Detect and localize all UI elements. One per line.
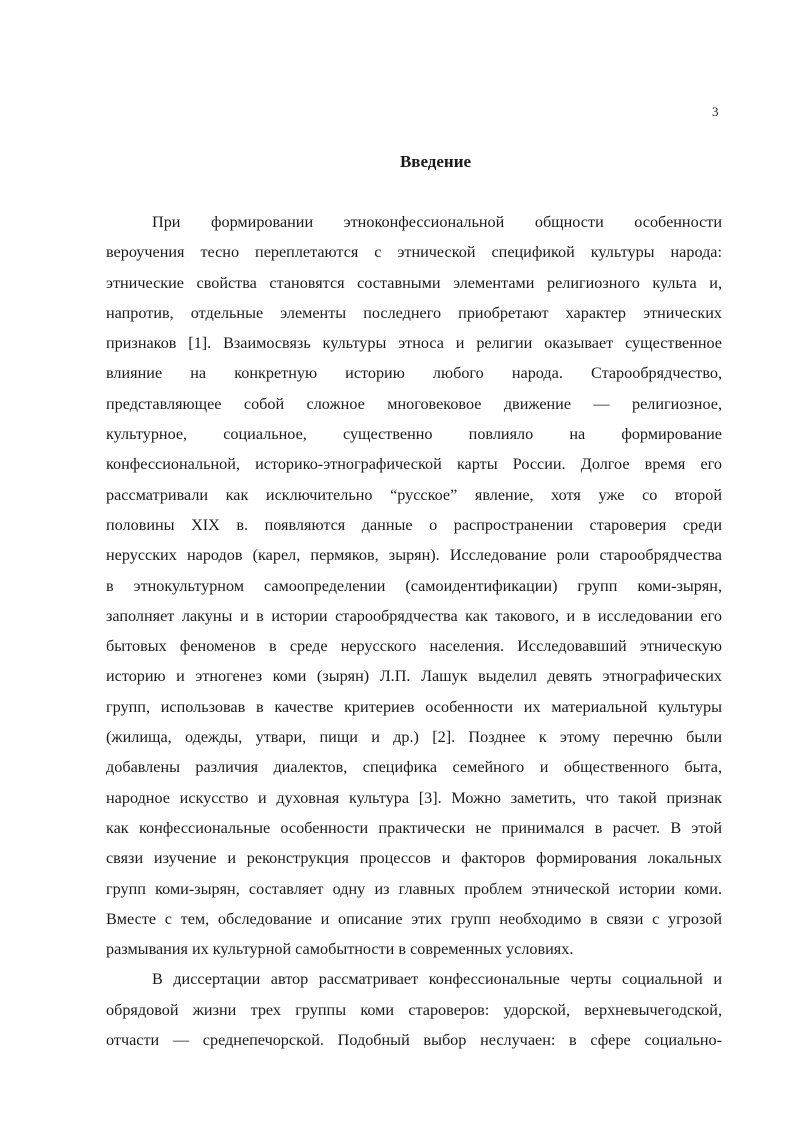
text-line: бытовых феноменов в среде нерусского населения. Исследовавший этническую bbox=[106, 637, 722, 656]
text-line: групп, использовав в качестве критериев особенности их материальной культуры bbox=[106, 697, 722, 716]
text-line: признаков [1]. Взаимосвязь культуры этноса и религии оказывает существенное bbox=[106, 334, 722, 353]
page-number: 3 bbox=[712, 104, 719, 119]
text-line: (жилища, одежды, утвари, пищи и др.) [2]. Позднее к этому перечню были bbox=[106, 728, 722, 747]
text-line: как конфессиональные особенности практически не принимался в расчет. В этой bbox=[106, 818, 722, 837]
text-line: заполняет лакуны и в истории старообрядчества как такового, и в исследовании его bbox=[106, 606, 722, 625]
text-line: нерусских народов (карел, пермяков, зырян). Исследование роли старообрядчества bbox=[106, 546, 722, 565]
text-line: рассматривали как исключительно “русское” явление, хотя уже со второй bbox=[106, 485, 722, 504]
text-line: вероучения тесно переплетаются с этнической спецификой культуры народа: bbox=[106, 243, 722, 262]
paragraph-1 bbox=[106, 207, 722, 964]
text-line: влияние на конкретную историю любого народа. Старообрядчество, bbox=[106, 364, 722, 383]
text-line: в этнокультурном самоопределении (самоидентификации) групп коми-зырян, bbox=[106, 576, 722, 595]
text-line: связи изучение и реконструкция процессов и факторов формирования локальных bbox=[106, 849, 722, 868]
text-line: При формировании этноконфессиональной общности особенности bbox=[152, 213, 722, 231]
body-text bbox=[106, 207, 722, 1055]
page-title: Введение bbox=[399, 152, 472, 171]
text-line: добавлены различия диалектов, специфика семейного и общественного быта, bbox=[106, 758, 722, 777]
text-line: размывания их культурной самобытности в современных условиях. bbox=[106, 940, 574, 959]
text-line: обрядовой жизни трех группы коми староверов: удорской, верхневычегодской, bbox=[106, 1000, 722, 1019]
text-line: конфессиональной, историко-этнографической карты России. Долгое время его bbox=[106, 455, 722, 474]
text-line: представляющее собой сложное многовековое движение — религиозное, bbox=[106, 394, 722, 413]
text-line: этнические свойства становятся составными элементами религиозного культа и, bbox=[106, 273, 722, 292]
text-line: культурное, социальное, существенно повлияло на формирование bbox=[106, 425, 722, 444]
paragraph-2 bbox=[106, 964, 722, 1055]
text-line: Вместе с тем, обследование и описание этих групп необходимо в связи с угрозой bbox=[106, 909, 722, 928]
text-line: половины XIX в. появляются данные о распространении староверия среди bbox=[106, 515, 722, 534]
text-line: отчасти — среднепечорской. Подобный выбор неслучаен: в сфере социально- bbox=[106, 1031, 722, 1050]
text-line: историю и этногенез коми (зырян) Л.П. Лашук выделил девять этнографических bbox=[106, 667, 722, 686]
text-line: напротив, отдельные элементы последнего приобретают характер этнических bbox=[106, 303, 722, 322]
text-line: В диссертации автор рассматривает конфессиональные черты социальной и bbox=[152, 970, 722, 989]
text-line: групп коми-зырян, составляет одну из главных проблем этнической истории коми. bbox=[106, 879, 722, 898]
text-line: народное искусство и духовная культура [3]. Можно заметить, что такой признак bbox=[106, 788, 722, 807]
